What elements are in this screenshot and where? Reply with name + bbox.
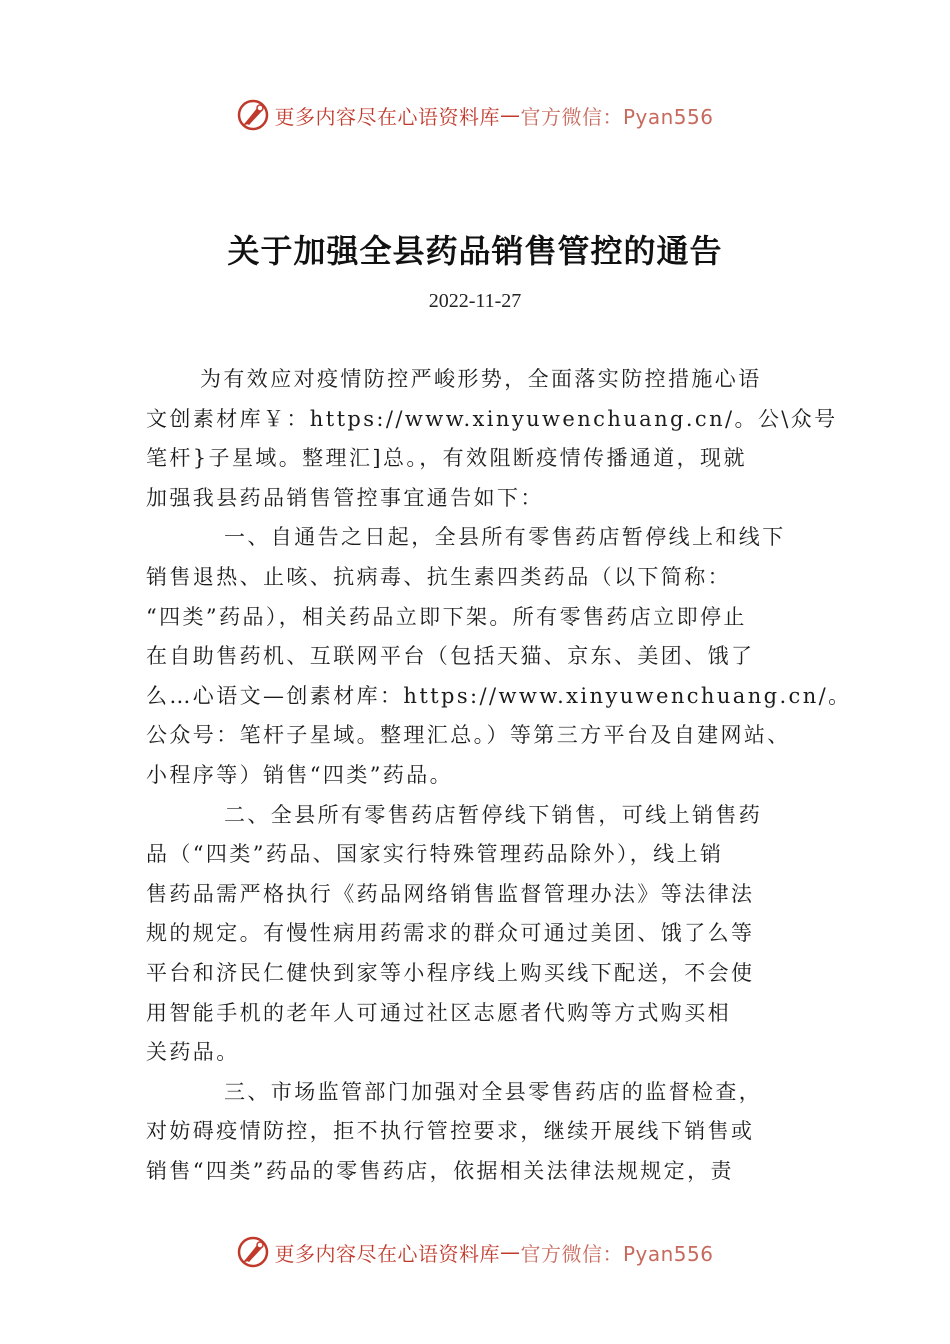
body-line: 笔杆}子星域。整理汇]总。，有效阻断疫情传播通道，现就 xyxy=(146,446,747,471)
banner-wechat: 官方微信：Pyan556 xyxy=(520,104,714,129)
body-line: 平台和济民仁健快到家等小程序线上购买线下配送，不会使 xyxy=(146,960,755,985)
document-body xyxy=(146,360,852,1191)
body-line: 三、市场监管部门加强对全县零售药店的监督检查， xyxy=(224,1079,763,1104)
body-line: 销售退热、止咳、抗病毒、抗生素四类药品（以下简称： xyxy=(146,564,731,589)
body-line: 销售“四类”药品的零售药店，依据相关法律法规规定，责 xyxy=(146,1158,734,1183)
body-line: “四类”药品），相关药品立即下架。所有零售药店立即停止 xyxy=(146,604,747,629)
body-line: 为有效应对疫情防控严峻形势，全面落实防控措施心语 xyxy=(200,367,762,391)
banner-dash: — xyxy=(499,1240,521,1264)
footer-banner xyxy=(0,1232,950,1272)
header-banner xyxy=(0,95,950,135)
body-line: 加强我县药品销售管控事宜通告如下： xyxy=(146,485,544,510)
body-line: 二、全县所有零售药店暂停线下销售，可线上销售药 xyxy=(224,802,763,827)
banner-slogan: 更多内容尽在心语资料库 xyxy=(274,1241,500,1266)
document-date: 2022-11-27 xyxy=(428,290,522,312)
body-line: 关药品。 xyxy=(146,1040,240,1065)
body-line: 小程序等）销售“四类”药品。 xyxy=(146,762,454,787)
document-title: 关于加强全县药品销售管控的通告 xyxy=(227,232,723,270)
banner-wechat: 官方微信：Pyan556 xyxy=(520,1241,714,1266)
banner-dash: — xyxy=(499,103,521,127)
body-line: 用智能手机的老年人可通过社区志愿者代购等方式购买相 xyxy=(146,1000,731,1025)
body-line: 售药品需严格执行《药品网络销售监督管理办法》等法律法 xyxy=(146,881,755,906)
body-line: 公众号：笔杆子星域。整理汇总。）等第三方平台及自建网站、 xyxy=(146,723,791,748)
body-line: 在自助售药机、互联网平台（包括天猫、京东、美团、饿了 xyxy=(146,644,755,669)
pen-logo-icon xyxy=(236,1235,270,1269)
body-line: 么…心语文—创素材库：https://www.xinyuwenchuang.cn/。 xyxy=(146,683,852,708)
body-line: 文创素材库￥：https://www.xinyuwenchuang.cn/。公\众号 xyxy=(146,406,838,431)
body-line: 对妨碍疫情防控，拒不执行管控要求，继续开展线下销售或 xyxy=(146,1119,755,1144)
pen-logo-icon xyxy=(236,98,270,132)
banner-slogan: 更多内容尽在心语资料库 xyxy=(274,104,500,129)
body-line: 品（“四类”药品、国家实行特殊管理药品除外），线上销 xyxy=(146,842,724,867)
body-line: 规的规定。有慢性病用药需求的群众可通过美团、饿了么等 xyxy=(146,921,755,946)
body-line: 一、自通告之日起，全县所有零售药店暂停线上和线下 xyxy=(224,525,786,550)
